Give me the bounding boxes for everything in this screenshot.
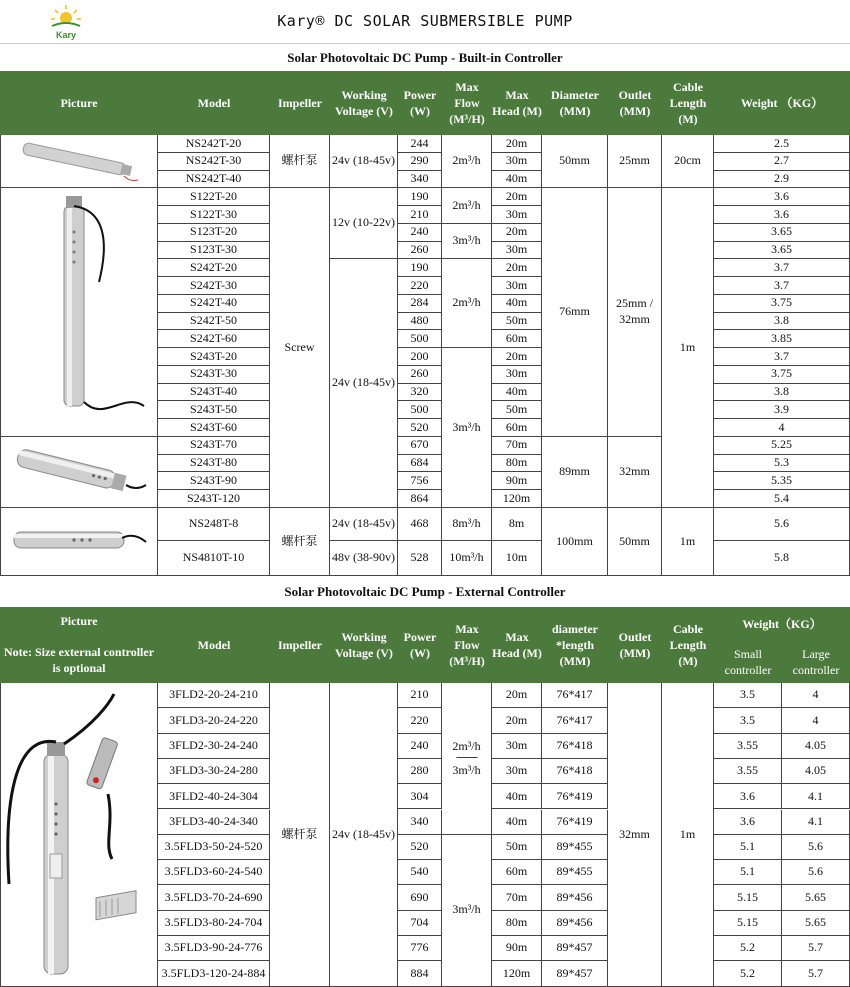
dimension-cell: 76*417 (542, 708, 608, 733)
model-cell: 3FLD3-40-24-340 (158, 810, 270, 835)
head-cell: 40m (492, 810, 542, 835)
head-cell: 20m (492, 135, 542, 153)
power-cell: 756 (398, 472, 442, 490)
head-cell: 60m (492, 330, 542, 348)
head-cell: 20m (492, 683, 542, 708)
dimension-cell: 89*456 (542, 885, 608, 910)
dimension-cell: 89*457 (542, 936, 608, 961)
head-cell: 30m (492, 734, 542, 759)
head-cell: 120m (492, 961, 542, 986)
weight-small-cell: 5.1 (714, 860, 782, 885)
model-cell: S123T-20 (158, 224, 270, 242)
diameter-cell: 100mm (542, 508, 608, 576)
header-model: Model (158, 71, 270, 135)
power-cell: 220 (398, 277, 442, 295)
model-cell: S243T-120 (158, 490, 270, 508)
weight-small-cell: 3.5 (714, 708, 782, 733)
head-cell: 20m (492, 348, 542, 366)
dimension-cell: 89*456 (542, 911, 608, 936)
model-cell: S122T-30 (158, 206, 270, 224)
weight-small-cell: 5.2 (714, 961, 782, 986)
power-cell: 520 (398, 419, 442, 437)
model-cell: NS242T-40 (158, 171, 270, 189)
power-cell: 304 (398, 784, 442, 809)
model-cell: S122T-20 (158, 188, 270, 206)
model-cell: 3FLD2-30-24-240 (158, 734, 270, 759)
dimension-cell: 76*418 (542, 734, 608, 759)
power-cell: 190 (398, 188, 442, 206)
head-cell: 30m (492, 759, 542, 784)
power-cell: 480 (398, 313, 442, 331)
weight-cell: 3.8 (714, 384, 850, 402)
weight-cell: 5.25 (714, 437, 850, 455)
table-border (0, 683, 1, 987)
head-cell: 30m (492, 206, 542, 224)
weight-small-cell: 5.15 (714, 885, 782, 910)
diameter-cell: 76mm (542, 188, 608, 437)
power-cell: 240 (398, 224, 442, 242)
head-cell: 90m (492, 936, 542, 961)
pump-photo (4, 192, 154, 432)
weight-cell: 3.6 (714, 188, 850, 206)
head-cell: 30m (492, 153, 542, 171)
model-cell: 3.5FLD3-90-24-776 (158, 936, 270, 961)
head-cell: 20m (492, 259, 542, 277)
weight-cell: 4 (714, 419, 850, 437)
header-diameter: Diameter (MM) (542, 71, 608, 135)
model-cell: S242T-30 (158, 277, 270, 295)
weight-large-cell: 4.05 (782, 759, 850, 784)
weight-cell: 5.6 (714, 508, 850, 542)
power-cell: 220 (398, 708, 442, 733)
weight-cell: 5.3 (714, 455, 850, 473)
dimension-cell: 89*455 (542, 835, 608, 860)
head-cell: 20m (492, 708, 542, 733)
outlet-cell: 50mm (608, 508, 662, 576)
cable-cell: 1m (662, 683, 714, 987)
header-voltage: Working Voltage (V) (330, 71, 398, 135)
model-cell: 3.5FLD3-80-24-704 (158, 911, 270, 936)
model-cell: S242T-50 (158, 313, 270, 331)
voltage-cell: 24v (18-45v) (330, 508, 398, 542)
power-cell: 670 (398, 437, 442, 455)
power-cell: 244 (398, 135, 442, 153)
model-cell: S243T-20 (158, 348, 270, 366)
model-cell: S243T-30 (158, 366, 270, 384)
cable-cell: 20cm (662, 135, 714, 188)
dimension-cell: 76*419 (542, 810, 608, 835)
weight-small-cell: 5.15 (714, 911, 782, 936)
pump-with-controller-image (0, 683, 158, 987)
flow-cell: 3m³/h (442, 348, 492, 508)
model-cell: NS242T-20 (158, 135, 270, 153)
model-cell: S243T-60 (158, 419, 270, 437)
head-cell: 50m (492, 401, 542, 419)
power-cell: 690 (398, 885, 442, 910)
model-cell: 3.5FLD3-50-24-520 (158, 835, 270, 860)
power-cell: 320 (398, 384, 442, 402)
flow-cell: 3m³/h (442, 835, 492, 987)
table2-title: Solar Photovoltaic DC Pump - External Controller (284, 584, 566, 599)
header-picture (0, 607, 158, 683)
head-cell: 80m (492, 455, 542, 473)
power-cell: 340 (398, 810, 442, 835)
weight-cell: 3.6 (714, 206, 850, 224)
outlet-cell: 32mm (608, 683, 662, 987)
weight-large-cell: 4.05 (782, 734, 850, 759)
flow-cell: 3m³/h (442, 224, 492, 260)
power-cell: 290 (398, 153, 442, 171)
weight-large-cell: 5.65 (782, 885, 850, 910)
head-cell: 40m (492, 171, 542, 189)
weight-cell: 2.9 (714, 171, 850, 189)
power-cell: 260 (398, 242, 442, 260)
weight-large-cell: 4 (782, 683, 850, 708)
header-picture-note: Note: Size external controller is optional (3, 645, 155, 675)
power-cell: 280 (398, 759, 442, 784)
power-cell: 190 (398, 259, 442, 277)
model-cell: S242T-20 (158, 259, 270, 277)
impeller-cell: Screw (270, 188, 330, 508)
weight-cell: 2.7 (714, 153, 850, 171)
weight-small-cell: 3.55 (714, 759, 782, 784)
head-cell: 30m (492, 277, 542, 295)
model-cell: NS4810T-10 (158, 541, 270, 576)
weight-small-cell: 3.5 (714, 683, 782, 708)
weight-cell: 3.9 (714, 401, 850, 419)
pump-image-ns242t (0, 135, 158, 188)
model-cell: 3.5FLD3-70-24-690 (158, 885, 270, 910)
head-cell: 70m (492, 885, 542, 910)
header-picture-label: Picture (60, 613, 98, 628)
weight-large-cell: 5.7 (782, 961, 850, 986)
impeller-cell: 螺杆泵 (270, 683, 330, 987)
model-cell: 3FLD3-20-24-220 (158, 708, 270, 733)
power-cell: 864 (398, 490, 442, 508)
weight-large-cell: 5.6 (782, 835, 850, 860)
flow-cell (442, 683, 492, 835)
diameter-cell: 50mm (542, 135, 608, 188)
weight-small-cell: 3.55 (714, 734, 782, 759)
pump-image-ns248t (0, 508, 158, 576)
model-cell: S243T-80 (158, 455, 270, 473)
voltage-cell: 24v (18-45v) (330, 259, 398, 508)
dimension-cell: 76*418 (542, 759, 608, 784)
header-weight: Weight （KG） (714, 71, 850, 135)
dimension-cell: 76*419 (542, 784, 608, 809)
weight-small-cell: 5.2 (714, 936, 782, 961)
weight-cell: 2.5 (714, 135, 850, 153)
head-cell: 50m (492, 313, 542, 331)
logo-text: Kary (55, 30, 77, 40)
weight-small-cell: 5.1 (714, 835, 782, 860)
weight-cell: 5.4 (714, 490, 850, 508)
flow-cell: 2m³/h (442, 135, 492, 188)
outlet-cell: 25mm (608, 135, 662, 188)
header-diameter: diameter *length (MM) (542, 607, 608, 683)
weight-cell: 3.8 (714, 313, 850, 331)
power-cell: 684 (398, 455, 442, 473)
outlet-cell: 25mm / 32mm (608, 188, 662, 437)
head-cell: 8m (492, 508, 542, 542)
model-cell: NS242T-30 (158, 153, 270, 171)
cable-cell: 1m (662, 508, 714, 576)
weight-cell: 3.75 (714, 366, 850, 384)
model-cell: S243T-40 (158, 384, 270, 402)
flow-top: 2m³/h (452, 739, 481, 753)
diameter-cell: 89mm (542, 437, 608, 508)
head-cell: 60m (492, 860, 542, 885)
weight-cell: 5.35 (714, 472, 850, 490)
head-cell: 10m (492, 541, 542, 576)
weight-cell: 3.7 (714, 348, 850, 366)
weight-large-cell: 5.65 (782, 911, 850, 936)
weight-cell: 3.65 (714, 224, 850, 242)
weight-large-cell: 4 (782, 708, 850, 733)
head-cell: 70m (492, 437, 542, 455)
weight-cell: 5.8 (714, 541, 850, 576)
model-cell: S123T-30 (158, 242, 270, 260)
head-cell: 80m (492, 911, 542, 936)
pump-photo (4, 136, 154, 186)
power-cell: 704 (398, 911, 442, 936)
power-cell: 528 (398, 541, 442, 576)
voltage-cell: 24v (18-45v) (330, 135, 398, 188)
header-power: Power (W) (398, 71, 442, 135)
pump-photo (4, 684, 154, 984)
dimension-cell: 89*455 (542, 860, 608, 885)
header-cable: Cable Length (M) (662, 607, 714, 683)
header-power: Power (W) (398, 607, 442, 683)
header-impeller: Impeller (270, 607, 330, 683)
document-title: Kary® DC SOLAR SUBMERSIBLE PUMP (277, 12, 573, 30)
flow-cell: 2m³/h (442, 259, 492, 348)
head-cell: 40m (492, 784, 542, 809)
pump-photo (4, 437, 154, 507)
head-cell: 20m (492, 188, 542, 206)
weight-large-cell: 4.1 (782, 810, 850, 835)
dimension-cell: 76*417 (542, 683, 608, 708)
power-cell: 240 (398, 734, 442, 759)
model-cell: S242T-40 (158, 295, 270, 313)
header-large-controller: Large controller (782, 641, 850, 683)
flow-bottom: 3m³/h (452, 763, 481, 778)
power-cell: 776 (398, 936, 442, 961)
flow-cell: 2m³/h (442, 188, 492, 224)
pump-photo (4, 516, 154, 566)
model-cell: S242T-60 (158, 330, 270, 348)
head-cell: 60m (492, 419, 542, 437)
header-picture: Picture (0, 71, 158, 135)
weight-cell: 3.65 (714, 242, 850, 260)
table1-title: Solar Photovoltaic DC Pump - Built-in Controller (287, 50, 563, 65)
table-external-controller (0, 607, 850, 987)
flow-cell: 10m³/h (442, 541, 492, 576)
model-cell: 3FLD2-20-24-210 (158, 683, 270, 708)
power-cell: 520 (398, 835, 442, 860)
head-cell: 20m (492, 224, 542, 242)
weight-cell: 3.7 (714, 277, 850, 295)
head-cell: 30m (492, 242, 542, 260)
power-cell: 210 (398, 683, 442, 708)
outlet-cell: 32mm (608, 437, 662, 508)
power-cell: 340 (398, 171, 442, 189)
impeller-cell: 螺杆泵 (270, 508, 330, 576)
model-cell: S243T-90 (158, 472, 270, 490)
dimension-cell: 89*457 (542, 961, 608, 986)
header-weight: Weight（KG） (714, 607, 850, 641)
weight-cell: 3.75 (714, 295, 850, 313)
power-cell: 200 (398, 348, 442, 366)
weight-large-cell: 5.6 (782, 860, 850, 885)
head-cell: 50m (492, 835, 542, 860)
weight-large-cell: 5.7 (782, 936, 850, 961)
page-header (0, 0, 850, 44)
header-small-controller: Small controller (714, 641, 782, 683)
flow-separator: --------- (456, 752, 477, 764)
header-cable: Cable Length (M) (662, 71, 714, 135)
model-cell: 3FLD3-30-24-280 (158, 759, 270, 784)
power-cell: 500 (398, 401, 442, 419)
header-flow: Max Flow (M³/H) (442, 71, 492, 135)
header-impeller: Impeller (270, 71, 330, 135)
power-cell: 468 (398, 508, 442, 542)
model-cell: NS248T-8 (158, 508, 270, 542)
power-cell: 500 (398, 330, 442, 348)
weight-cell: 3.85 (714, 330, 850, 348)
header-head: Max Head (M) (492, 607, 542, 683)
table-border (0, 135, 1, 576)
header-head: Max Head (M) (492, 71, 542, 135)
model-cell: 3FLD2-40-24-304 (158, 784, 270, 809)
model-cell: 3.5FLD3-120-24-884 (158, 961, 270, 986)
pump-image-s243t (0, 437, 158, 508)
weight-cell: 3.7 (714, 259, 850, 277)
header-voltage: Working Voltage (V) (330, 607, 398, 683)
header-outlet: Outlet (MM) (608, 71, 662, 135)
power-cell: 210 (398, 206, 442, 224)
power-cell: 540 (398, 860, 442, 885)
flow-cell: 8m³/h (442, 508, 492, 542)
model-cell: S243T-70 (158, 437, 270, 455)
head-cell: 40m (492, 295, 542, 313)
weight-small-cell: 3.6 (714, 784, 782, 809)
voltage-cell: 12v (10-22v) (330, 188, 398, 259)
head-cell: 120m (492, 490, 542, 508)
weight-small-cell: 3.6 (714, 810, 782, 835)
pump-image-s122t (0, 188, 158, 437)
header-outlet: Outlet (MM) (608, 607, 662, 683)
head-cell: 30m (492, 366, 542, 384)
head-cell: 90m (492, 472, 542, 490)
cable-cell: 1m (662, 188, 714, 508)
power-cell: 284 (398, 295, 442, 313)
model-cell: 3.5FLD3-60-24-540 (158, 860, 270, 885)
header-model: Model (158, 607, 270, 683)
weight-large-cell: 4.1 (782, 784, 850, 809)
voltage-cell: 24v (18-45v) (330, 683, 398, 987)
voltage-cell: 48v (38-90v) (330, 541, 398, 576)
head-cell: 40m (492, 384, 542, 402)
model-cell: S243T-50 (158, 401, 270, 419)
power-cell: 884 (398, 961, 442, 986)
impeller-cell: 螺杆泵 (270, 135, 330, 188)
table-built-in-controller (0, 71, 850, 576)
power-cell: 260 (398, 366, 442, 384)
header-flow: Max Flow (M³/H) (442, 607, 492, 683)
